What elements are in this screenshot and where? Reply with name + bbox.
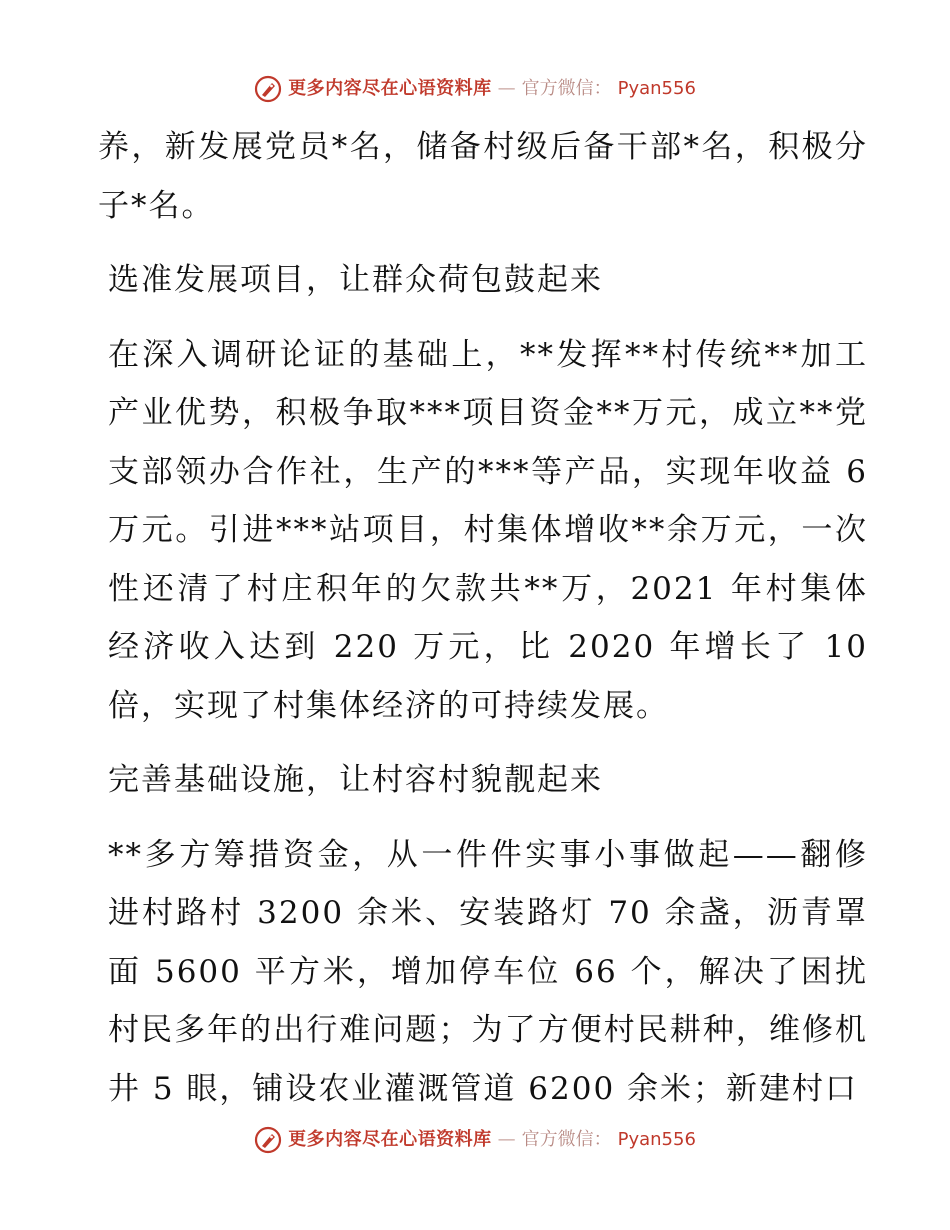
section-heading: 选准发展项目，让群众荷包鼓起来 (108, 262, 603, 298)
watermark-separator: — (497, 1129, 516, 1150)
section-heading: 完善基础设施，让村容村貌靓起来 (108, 762, 603, 798)
paragraph: 养，新发展党员*名，储备村级后备干部*名，积极分子*名。 (98, 129, 868, 224)
paragraph: 在深入调研论证的基础上，**发挥**村传统**加工产业优势，积极争取***项目资金**万元，成立**党支部领办合作社，生产的***等产品，实现年收益 6 万元。引进***站项目，村集体增收**余万元，一次性还清了村庄积年的欠款共**万，2021 年村集体经济收入达到 220 万元，比 2020 年增长了 10倍，实现了村集体经济的可持续发展。 (108, 336, 868, 724)
pen-nib-logo-icon (254, 75, 282, 103)
watermark-main-text: 更多内容尽在心语资料库 (288, 78, 492, 99)
footer-watermark (0, 1125, 950, 1155)
watermark-separator: — (497, 78, 516, 99)
document-body (98, 118, 868, 1118)
watermark-wechat-id: Pyan556 (617, 1129, 696, 1150)
watermark-label: 官方微信： (521, 1129, 612, 1150)
watermark-wechat-id: Pyan556 (617, 78, 696, 99)
watermark-label: 官方微信： (521, 78, 612, 99)
header-watermark (0, 74, 950, 104)
pen-nib-logo-icon (254, 1126, 282, 1154)
watermark-main-text: 更多内容尽在心语资料库 (288, 1129, 492, 1150)
paragraph: **多方筹措资金，从一件件实事小事做起——翻修进村路村 3200 余米、安装路灯 70 余盏，沥青罩面 5600 平方米，增加停车位 66 个，解决了困扰村民多年的出行难问题；为了方便村民耕种，维修机井 5 眼，铺设农业灌溉管道 6200 余米；新建村口 (108, 836, 868, 1107)
